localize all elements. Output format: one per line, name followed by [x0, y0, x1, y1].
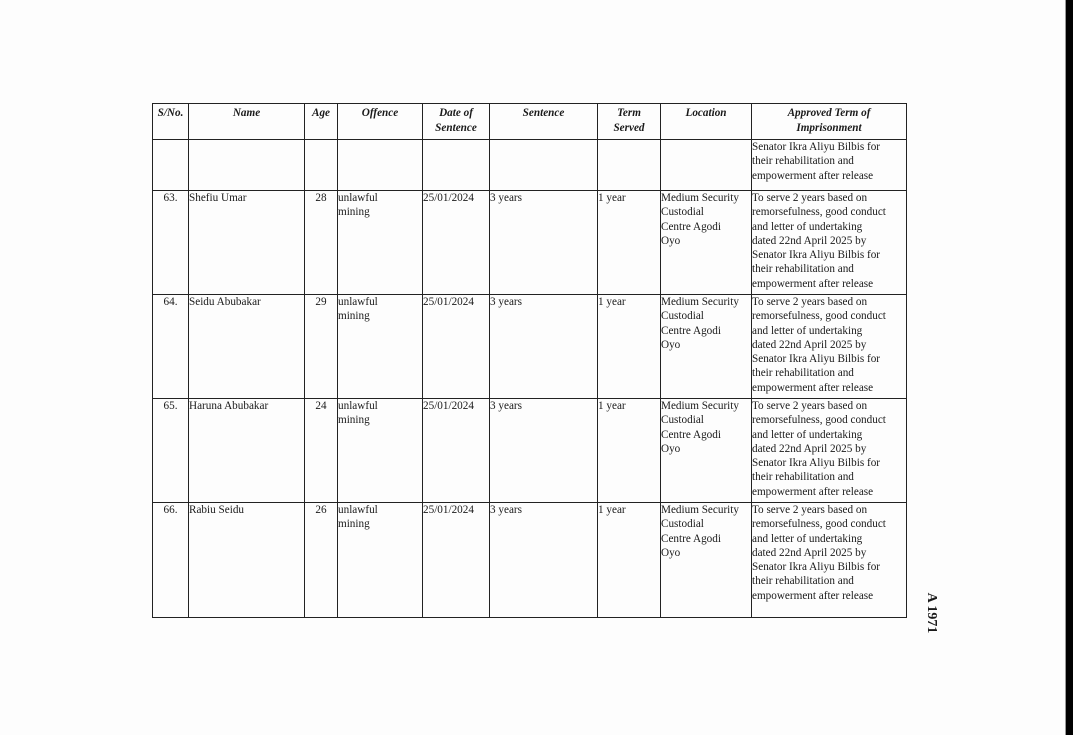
cell-empty: [423, 140, 490, 191]
cell-term-served: 1 year: [598, 295, 661, 399]
approved-line: their rehabilitation and: [752, 367, 854, 380]
location-line: Medium Security: [661, 504, 739, 516]
offence-line: unlawful: [338, 504, 378, 516]
location-line: Custodial: [661, 414, 704, 427]
table-row: [153, 399, 907, 503]
approved-line: To serve 2 years based on: [752, 400, 868, 412]
header-term-line2: Served: [613, 121, 645, 134]
approved-line: Senator Ikra Aliyu Bilbis for: [752, 141, 881, 153]
header-location: Location: [661, 104, 752, 140]
approved-line: Senator Ikra Aliyu Bilbis for: [752, 353, 881, 366]
cell-empty: [338, 140, 423, 191]
offence-line: mining: [338, 310, 370, 323]
approved-line: their rehabilitation and: [752, 263, 854, 276]
cell-sno: 65.: [153, 399, 189, 503]
cell-sentence: 3 years: [490, 399, 598, 503]
cell-sentence: 3 years: [490, 191, 598, 295]
location-line: Medium Security: [661, 400, 739, 412]
approved-line: empowerment after release: [752, 277, 874, 290]
approved-line: dated 22nd April 2025 by: [752, 234, 867, 247]
approved-line: remorsefulness, good conduct: [752, 518, 886, 531]
table-row: [153, 191, 907, 295]
offence-line: mining: [338, 518, 370, 531]
table-header-row: [153, 104, 907, 140]
header-sno: S/No.: [153, 104, 189, 140]
approved-line: and letter of undertaking: [752, 532, 863, 545]
approved-line: empowerment after release: [752, 169, 874, 182]
header-sentence: Sentence: [490, 104, 598, 140]
cell-date: 25/01/2024: [423, 399, 490, 503]
header-approved-term: [752, 104, 907, 140]
prisoner-release-table: [152, 103, 907, 618]
cell-offence: [338, 399, 423, 503]
cell-sno: 64.: [153, 295, 189, 399]
location-line: Medium Security: [661, 296, 739, 308]
cell-empty: [598, 140, 661, 191]
cell-offence: [338, 503, 423, 618]
location-line: Medium Security: [661, 192, 739, 204]
cell-location: [661, 295, 752, 399]
cell-term-served: 1 year: [598, 191, 661, 295]
location-line: Custodial: [661, 518, 704, 531]
approved-line: dated 22nd April 2025 by: [752, 442, 867, 455]
location-line: Centre Agodi: [661, 428, 721, 441]
approved-line: Senator Ikra Aliyu Bilbis for: [752, 457, 881, 470]
cell-date: 25/01/2024: [423, 295, 490, 399]
offence-line: unlawful: [338, 296, 378, 308]
header-approved-line2: Imprisonment: [796, 121, 862, 134]
approved-line: Senator Ikra Aliyu Bilbis for: [752, 561, 881, 574]
offence-line: mining: [338, 414, 370, 427]
location-line: Custodial: [661, 310, 704, 323]
page-number: [921, 590, 941, 635]
cell-empty: [153, 140, 189, 191]
header-date-line1: Date of: [439, 107, 473, 119]
approved-line: To serve 2 years based on: [752, 192, 868, 204]
cell-approved-term: [752, 399, 907, 503]
approved-line: empowerment after release: [752, 589, 874, 602]
approved-line: remorsefulness, good conduct: [752, 414, 886, 427]
approved-line: empowerment after release: [752, 381, 874, 394]
table-row: [153, 503, 907, 618]
offence-line: unlawful: [338, 192, 378, 204]
cell-sno: 66.: [153, 503, 189, 618]
location-line: Centre Agodi: [661, 532, 721, 545]
continuation-row: [153, 140, 907, 191]
cell-age: 24: [305, 399, 338, 503]
approved-line: their rehabilitation and: [752, 155, 854, 168]
approved-line: and letter of undertaking: [752, 324, 863, 337]
cell-date: 25/01/2024: [423, 191, 490, 295]
page-number-text: A 1971: [924, 592, 939, 633]
cell-age: 26: [305, 503, 338, 618]
header-approved-line1: Approved Term of: [787, 107, 871, 119]
cell-approved-term: [752, 503, 907, 618]
header-age: Age: [305, 104, 338, 140]
cell-sentence: 3 years: [490, 503, 598, 618]
approved-line: remorsefulness, good conduct: [752, 206, 886, 219]
cell-name: Haruna Abubakar: [189, 399, 305, 503]
header-offence: Offence: [338, 104, 423, 140]
cell-location: [661, 503, 752, 618]
approved-line: dated 22nd April 2025 by: [752, 338, 867, 351]
location-line: Centre Agodi: [661, 324, 721, 337]
location-line: Oyo: [661, 234, 681, 247]
cell-location: [661, 399, 752, 503]
cell-date: 25/01/2024: [423, 503, 490, 618]
cell-age: 29: [305, 295, 338, 399]
cell-name: Seidu Abubakar: [189, 295, 305, 399]
approved-line: empowerment after release: [752, 485, 874, 498]
header-term-served: [598, 104, 661, 140]
cell-offence: [338, 191, 423, 295]
approved-line: their rehabilitation and: [752, 575, 854, 588]
approved-line: and letter of undertaking: [752, 428, 863, 441]
cell-offence: [338, 295, 423, 399]
cell-term-served: 1 year: [598, 503, 661, 618]
cell-empty: [661, 140, 752, 191]
cell-term-served: 1 year: [598, 399, 661, 503]
offence-line: mining: [338, 206, 370, 219]
cell-location: [661, 191, 752, 295]
cell-sno: 63.: [153, 191, 189, 295]
cell-approved-continuation: [752, 140, 907, 191]
cell-name: Shefiu Umar: [189, 191, 305, 295]
approved-line: their rehabilitation and: [752, 471, 854, 484]
approved-line: dated 22nd April 2025 by: [752, 546, 867, 559]
scan-edge-bar: [1066, 0, 1073, 735]
approved-line: and letter of undertaking: [752, 220, 863, 233]
approved-line: To serve 2 years based on: [752, 296, 868, 308]
header-date-line2: Sentence: [435, 121, 477, 134]
cell-sentence: 3 years: [490, 295, 598, 399]
cell-empty: [490, 140, 598, 191]
approved-line: Senator Ikra Aliyu Bilbis for: [752, 249, 881, 262]
header-date-of-sentence: [423, 104, 490, 140]
offence-line: unlawful: [338, 400, 378, 412]
cell-empty: [189, 140, 305, 191]
header-name: Name: [189, 104, 305, 140]
location-line: Oyo: [661, 442, 681, 455]
cell-age: 28: [305, 191, 338, 295]
approved-line: remorsefulness, good conduct: [752, 310, 886, 323]
header-term-line1: Term: [617, 107, 641, 119]
cell-empty: [305, 140, 338, 191]
approved-line: To serve 2 years based on: [752, 504, 868, 516]
location-line: Centre Agodi: [661, 220, 721, 233]
table-row: [153, 295, 907, 399]
cell-name: Rabiu Seidu: [189, 503, 305, 618]
cell-approved-term: [752, 191, 907, 295]
location-line: Custodial: [661, 206, 704, 219]
location-line: Oyo: [661, 338, 681, 351]
cell-approved-term: [752, 295, 907, 399]
location-line: Oyo: [661, 546, 681, 559]
